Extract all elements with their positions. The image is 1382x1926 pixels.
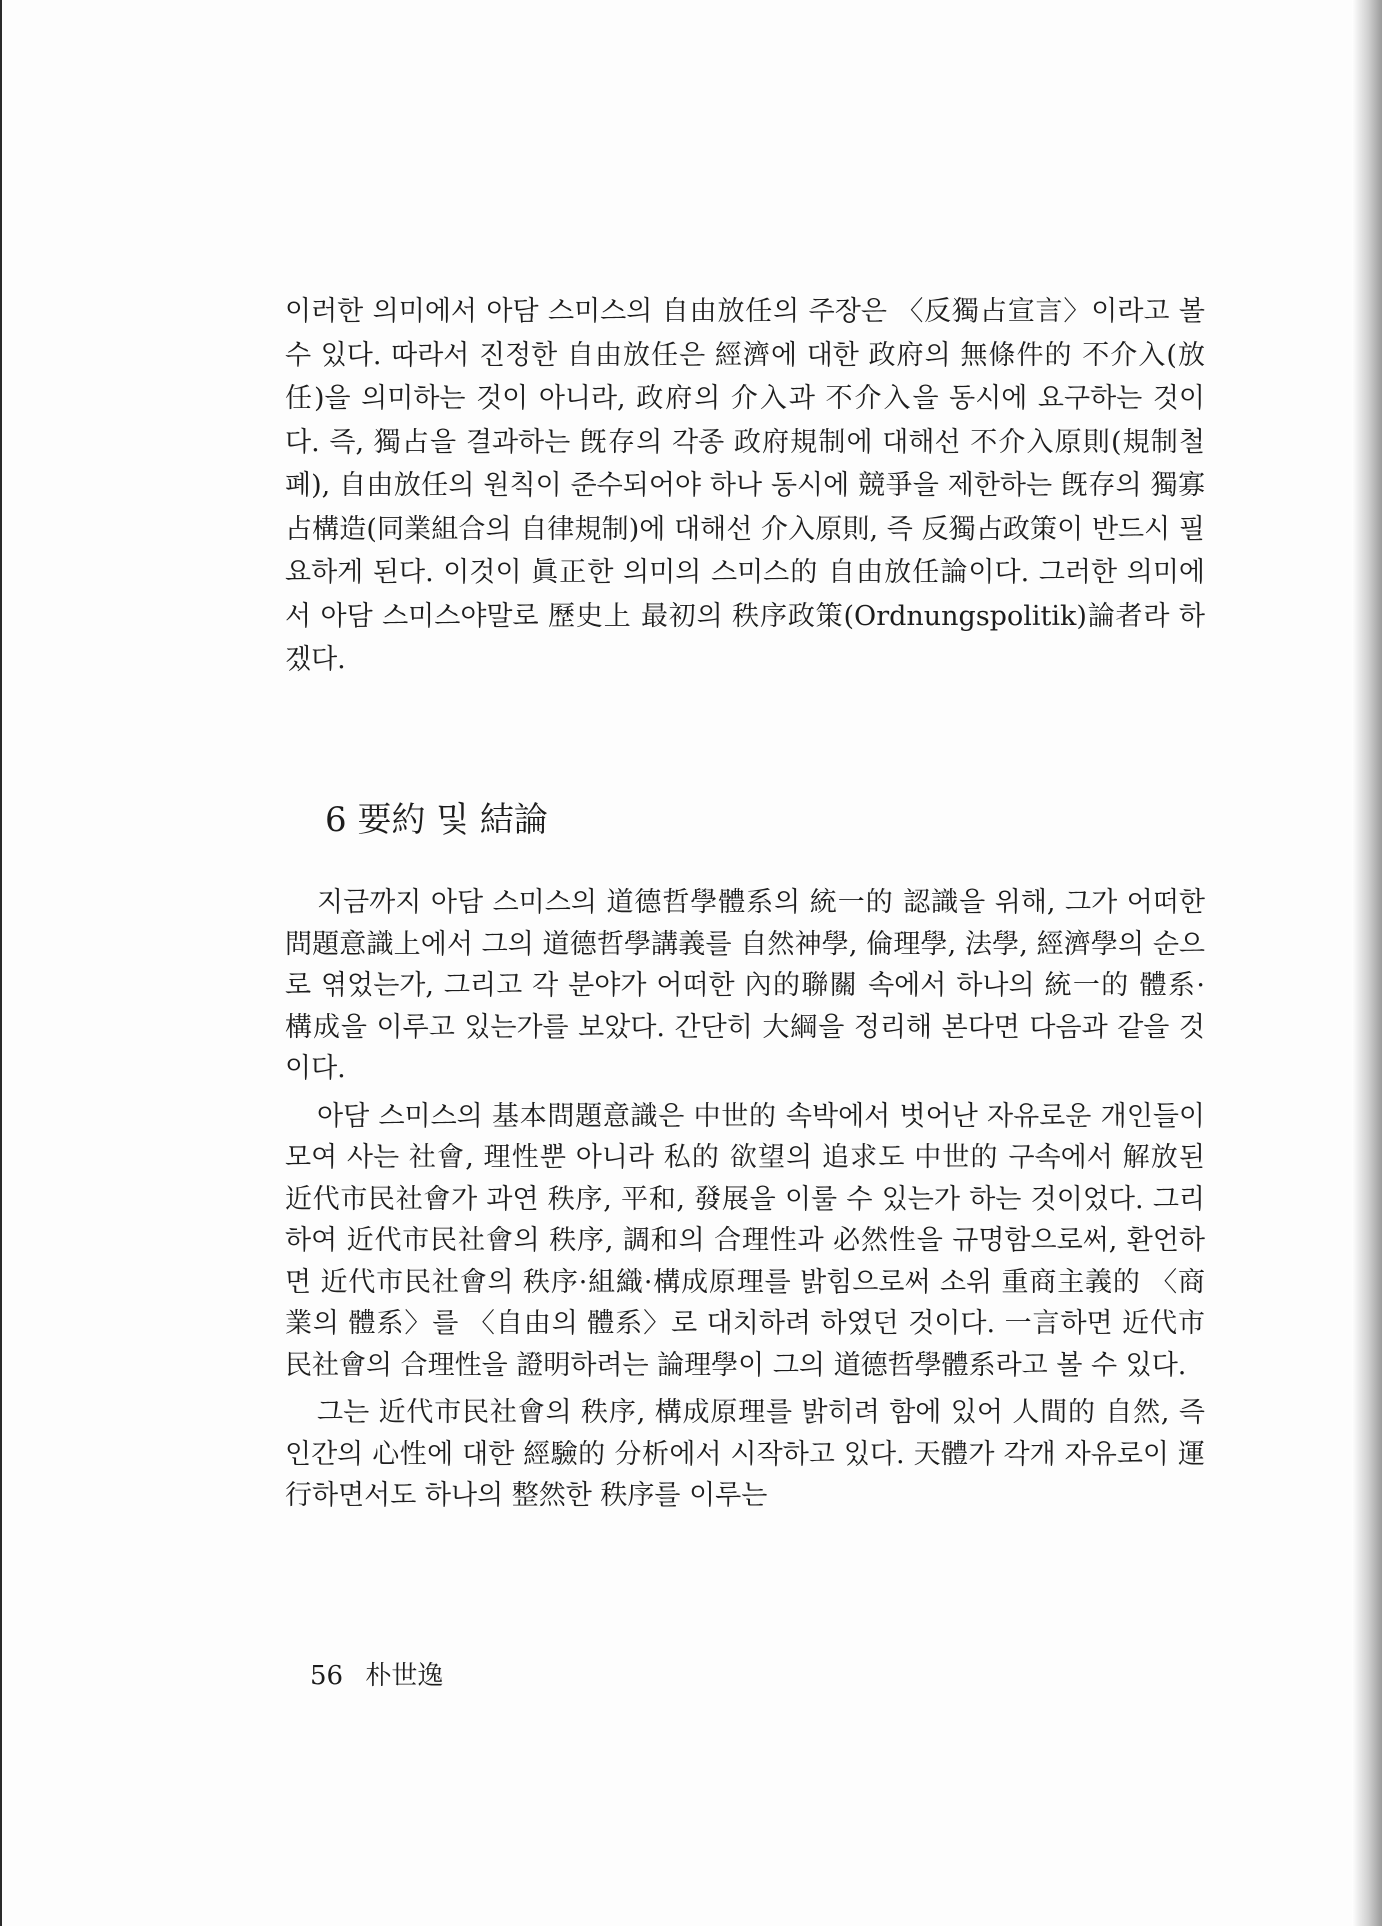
body-paragraph: 아담 스미스의 基本問題意識은 中世的 속박에서 벗어난 자유로운 개인들이 모여 사는 社會, 理性뿐 아니라 私的 欲望의 追求도 中世的 구속에서 解放된 近代市民社會가 과연 秩序, 平和, 發展을 이룰 수 있는가 하는 것이었다. 그리하여 近代市民社會의 秩序, 調和의 合理性과 必然性을 규명함으로써, 환언하면 近代市民社會의 秩序·組織·構成原理를 밝힘으로써 소위 重商主義的 〈商業의 體系〉를 〈自由의 體系〉로 대치하려 하였던 것이다. 一言하면 近代市民社會의 合理性을 證明하려는 論理學이 그의 道德哲學體系라고 볼 수 있다.: [285, 1100, 1205, 1381]
page-left-edge: [0, 0, 2, 1926]
body-paragraph: 지금까지 아담 스미스의 道德哲學體系의 統一的 認識을 위해, 그가 어떠한 問題意識上에서 그의 道德哲學講義를 自然神學, 倫理學, 法學, 經濟學의 순으로 엮었는가, 그리고 각 분야가 어떠한 內的聯關 속에서 하나의 統一的 體系·構成을 이루고 있는가를 보았다. 간단히 大綱을 정리해 본다면 다음과 같을 것이다.: [285, 887, 1205, 1084]
page-number: 56: [310, 1661, 344, 1691]
section-heading: 6 要約 및 結論: [325, 800, 548, 840]
body-paragraph: 그는 近代市民社會의 秩序, 構成原理를 밝히려 함에 있어 人間的 自然, 즉 인간의 心性에 대한 經驗的 分析에서 시작하고 있다. 天體가 각개 자유로이 運行하면서도 하나의 整然한 秩序를 이루는: [285, 1397, 1205, 1511]
section-body: [285, 882, 1205, 1523]
page-footer: [310, 1655, 443, 1692]
running-author: 朴世逸: [365, 1661, 444, 1691]
continued-paragraph: 이러한 의미에서 아담 스미스의 自由放任의 주장은 〈反獨占宣言〉이라고 볼 수 있다. 따라서 진정한 自由放任은 經濟에 대한 政府의 無條件的 不介入(放任)을 의미하는 것이 아니라, 政府의 介入과 不介入을 동시에 요구하는 것이다. 즉, 獨占을 결과하는 旣存의 각종 政府規制에 대해선 不介入原則(規制철폐), 自由放任의 원칙이 준수되어야 하나 동시에 競爭을 제한하는 旣存의 獨寡占構造(同業組合의 自律規制)에 대해선 介入原則, 즉 反獨占政策이 반드시 필요하게 된다. 이것이 眞正한 의미의 스미스的 自由放任論이다. 그러한 의미에서 아담 스미스야말로 歷史上 最初의 秩序政策(Ordnungspolitik)論者라 하겠다.: [285, 296, 1205, 675]
continued-paragraph-block: [285, 290, 1205, 682]
page-right-shadow: [1352, 0, 1382, 1926]
